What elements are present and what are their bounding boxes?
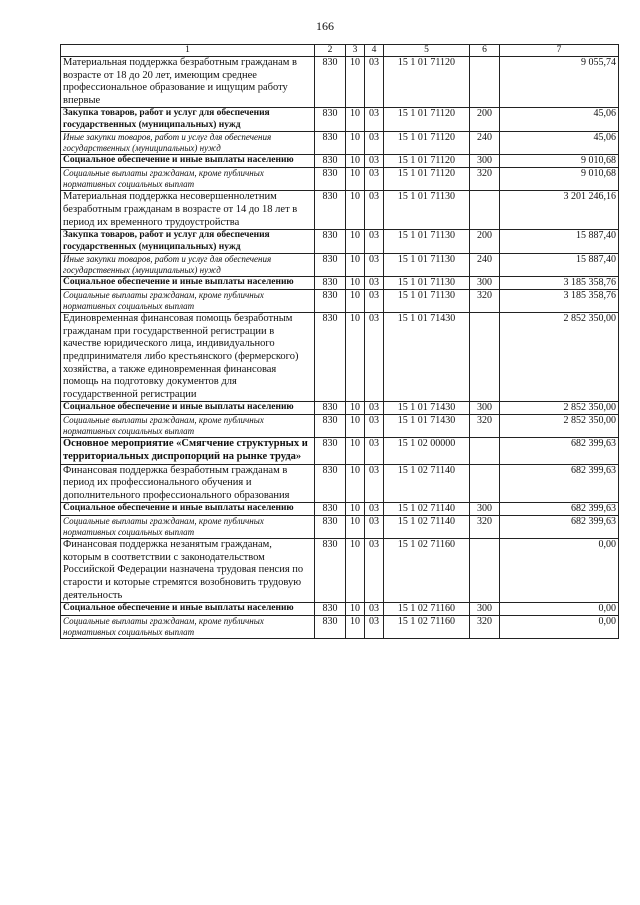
row-amount-cell: 682 399,63 — [500, 503, 619, 516]
row-subsection-cell: 03 — [365, 155, 384, 168]
row-code-830-cell: 830 — [315, 402, 346, 415]
row-code-830-cell: 830 — [315, 616, 346, 639]
row-section-cell: 10 — [346, 464, 365, 503]
row-expense-type-cell — [470, 539, 500, 603]
row-expense-type-cell: 200 — [470, 230, 500, 254]
row-amount-cell: 9 055,74 — [500, 57, 619, 108]
row-name-cell: Социальное обеспечение и иные выплаты населению — [61, 277, 315, 290]
row-target-article-cell: 15 1 02 71140 — [384, 516, 470, 539]
row-subsection-cell: 03 — [365, 616, 384, 639]
row-target-article-cell: 15 1 01 71120 — [384, 168, 470, 191]
row-code-830-cell: 830 — [315, 254, 346, 277]
row-name-cell: Материальная поддержка несовершеннолетним безработным гражданам в возрасте от 14 до 18 лет в период их временного трудоустройства — [61, 191, 315, 230]
row-code-830-cell: 830 — [315, 313, 346, 402]
row-subsection-cell: 03 — [365, 539, 384, 603]
row-name-cell: Финансовая поддержка безработным гражданам в период их профессионального обучения и дополнительного профессионального образования — [61, 464, 315, 503]
row-expense-type-cell: 240 — [470, 132, 500, 155]
row-code-830-cell: 830 — [315, 168, 346, 191]
row-amount-cell: 2 852 350,00 — [500, 402, 619, 415]
row-target-article-cell: 15 1 01 71130 — [384, 191, 470, 230]
row-subsection-cell: 03 — [365, 516, 384, 539]
row-section-cell: 10 — [346, 603, 365, 616]
row-name-cell: Финансовая поддержка незанятым гражданам, которым в соответствии с законодательством Российской Федерации назначена трудовая пенсия по старости и которые стремятся возобновить трудовую деятельность — [61, 539, 315, 603]
row-target-article-cell: 15 1 01 71130 — [384, 230, 470, 254]
row-section-cell: 10 — [346, 539, 365, 603]
row-name-cell: Закупка товаров, работ и услуг для обеспечения государственных (муниципальных) нужд — [61, 230, 315, 254]
row-section-cell: 10 — [346, 230, 365, 254]
row-amount-cell: 3 185 358,76 — [500, 277, 619, 290]
table-row — [61, 313, 619, 402]
row-expense-type-cell: 300 — [470, 277, 500, 290]
row-expense-type-cell: 300 — [470, 402, 500, 415]
row-code-830-cell: 830 — [315, 132, 346, 155]
row-expense-type-cell: 320 — [470, 168, 500, 191]
table-row — [61, 503, 619, 516]
row-subsection-cell: 03 — [365, 277, 384, 290]
row-name-cell: Социальное обеспечение и иные выплаты населению — [61, 155, 315, 168]
header-cell-3: 3 — [346, 45, 365, 57]
row-amount-cell: 682 399,63 — [500, 438, 619, 464]
table-row — [61, 516, 619, 539]
row-target-article-cell: 15 1 01 71120 — [384, 132, 470, 155]
row-subsection-cell: 03 — [365, 438, 384, 464]
header-cell-5: 5 — [384, 45, 470, 57]
row-name-cell: Иные закупки товаров, работ и услуг для обеспечения государственных (муниципальных) нужд — [61, 254, 315, 277]
row-code-830-cell: 830 — [315, 603, 346, 616]
row-name-cell: Социальные выплаты гражданам, кроме публичных нормативных социальных выплат — [61, 168, 315, 191]
column-number-header — [61, 45, 619, 57]
row-section-cell: 10 — [346, 503, 365, 516]
table-row — [61, 290, 619, 313]
row-name-cell: Социальные выплаты гражданам, кроме публичных нормативных социальных выплат — [61, 616, 315, 639]
row-section-cell: 10 — [346, 108, 365, 132]
table-row — [61, 277, 619, 290]
row-amount-cell: 682 399,63 — [500, 464, 619, 503]
row-code-830-cell: 830 — [315, 57, 346, 108]
row-amount-cell: 15 887,40 — [500, 254, 619, 277]
row-name-cell: Социальное обеспечение и иные выплаты населению — [61, 603, 315, 616]
page-number: 166 — [316, 19, 334, 33]
row-section-cell: 10 — [346, 155, 365, 168]
table-row — [61, 230, 619, 254]
row-target-article-cell: 15 1 01 71120 — [384, 108, 470, 132]
row-target-article-cell: 15 1 01 71120 — [384, 155, 470, 168]
row-expense-type-cell: 320 — [470, 616, 500, 639]
table-row — [61, 108, 619, 132]
table-row — [61, 168, 619, 191]
row-section-cell: 10 — [346, 254, 365, 277]
table-row — [61, 155, 619, 168]
row-section-cell: 10 — [346, 616, 365, 639]
row-expense-type-cell: 300 — [470, 155, 500, 168]
row-target-article-cell: 15 1 01 71130 — [384, 290, 470, 313]
row-target-article-cell: 15 1 01 71130 — [384, 277, 470, 290]
row-name-cell: Социальные выплаты гражданам, кроме публичных нормативных социальных выплат — [61, 415, 315, 438]
row-subsection-cell: 03 — [365, 254, 384, 277]
row-subsection-cell: 03 — [365, 464, 384, 503]
row-section-cell: 10 — [346, 290, 365, 313]
row-expense-type-cell — [470, 464, 500, 503]
row-code-830-cell: 830 — [315, 290, 346, 313]
row-section-cell: 10 — [346, 168, 365, 191]
table-row — [61, 132, 619, 155]
row-subsection-cell: 03 — [365, 603, 384, 616]
row-target-article-cell: 15 1 02 71160 — [384, 616, 470, 639]
row-code-830-cell: 830 — [315, 415, 346, 438]
row-code-830-cell: 830 — [315, 464, 346, 503]
row-subsection-cell: 03 — [365, 290, 384, 313]
table-row — [61, 415, 619, 438]
row-code-830-cell: 830 — [315, 108, 346, 132]
row-code-830-cell: 830 — [315, 503, 346, 516]
row-expense-type-cell — [470, 57, 500, 108]
row-expense-type-cell — [470, 313, 500, 402]
row-expense-type-cell: 320 — [470, 516, 500, 539]
table-row — [61, 191, 619, 230]
row-section-cell: 10 — [346, 415, 365, 438]
row-amount-cell: 45,06 — [500, 132, 619, 155]
row-code-830-cell: 830 — [315, 438, 346, 464]
row-subsection-cell: 03 — [365, 415, 384, 438]
row-expense-type-cell — [470, 191, 500, 230]
row-section-cell: 10 — [346, 438, 365, 464]
row-section-cell: 10 — [346, 57, 365, 108]
row-amount-cell: 0,00 — [500, 539, 619, 603]
row-target-article-cell: 15 1 01 71120 — [384, 57, 470, 108]
row-name-cell: Закупка товаров, работ и услуг для обеспечения государственных (муниципальных) нужд — [61, 108, 315, 132]
row-amount-cell: 15 887,40 — [500, 230, 619, 254]
row-code-830-cell: 830 — [315, 539, 346, 603]
row-name-cell: Материальная поддержка безработным гражданам в возрасте от 18 до 20 лет, имеющим среднее профессиональное образование и ищущим работу впервые — [61, 57, 315, 108]
row-target-article-cell: 15 1 02 71140 — [384, 464, 470, 503]
row-amount-cell: 0,00 — [500, 603, 619, 616]
row-amount-cell: 2 852 350,00 — [500, 313, 619, 402]
row-section-cell: 10 — [346, 313, 365, 402]
header-cell-4: 4 — [365, 45, 384, 57]
row-section-cell: 10 — [346, 132, 365, 155]
row-amount-cell: 9 010,68 — [500, 168, 619, 191]
row-name-cell: Социальные выплаты гражданам, кроме публичных нормативных социальных выплат — [61, 290, 315, 313]
row-target-article-cell: 15 1 01 71430 — [384, 415, 470, 438]
row-subsection-cell: 03 — [365, 132, 384, 155]
row-expense-type-cell: 320 — [470, 415, 500, 438]
table-row — [61, 438, 619, 464]
header-cell-1: 1 — [61, 45, 315, 57]
row-subsection-cell: 03 — [365, 57, 384, 108]
row-name-cell: Социальные выплаты гражданам, кроме публичных нормативных социальных выплат — [61, 516, 315, 539]
table-row — [61, 464, 619, 503]
row-subsection-cell: 03 — [365, 108, 384, 132]
row-subsection-cell: 03 — [365, 191, 384, 230]
row-subsection-cell: 03 — [365, 168, 384, 191]
row-code-830-cell: 830 — [315, 516, 346, 539]
row-amount-cell: 3 185 358,76 — [500, 290, 619, 313]
table-row — [61, 603, 619, 616]
row-subsection-cell: 03 — [365, 402, 384, 415]
row-target-article-cell: 15 1 01 71430 — [384, 402, 470, 415]
row-name-cell: Социальное обеспечение и иные выплаты населению — [61, 503, 315, 516]
row-section-cell: 10 — [346, 516, 365, 539]
row-target-article-cell: 15 1 01 71130 — [384, 254, 470, 277]
table-body — [61, 57, 619, 639]
table-row — [61, 57, 619, 108]
header-cell-6: 6 — [470, 45, 500, 57]
row-section-cell: 10 — [346, 277, 365, 290]
row-amount-cell: 3 201 246,16 — [500, 191, 619, 230]
row-expense-type-cell: 300 — [470, 503, 500, 516]
row-section-cell: 10 — [346, 402, 365, 415]
table-row — [61, 616, 619, 639]
row-subsection-cell: 03 — [365, 313, 384, 402]
row-target-article-cell: 15 1 02 71160 — [384, 539, 470, 603]
table-row — [61, 254, 619, 277]
header-cell-7: 7 — [500, 45, 619, 57]
row-expense-type-cell — [470, 438, 500, 464]
row-name-cell: Единовременная финансовая помощь безработным гражданам при государственной регистрации в качестве юридического лица, индивидуального предпринимателя либо крестьянского (фермерского) хозяйства, а также единовременная финансовая помощь на подготовку документов для государственной регистрации — [61, 313, 315, 402]
table-row — [61, 539, 619, 603]
row-target-article-cell: 15 1 02 00000 — [384, 438, 470, 464]
row-amount-cell: 2 852 350,00 — [500, 415, 619, 438]
row-target-article-cell: 15 1 02 71140 — [384, 503, 470, 516]
row-section-cell: 10 — [346, 191, 365, 230]
row-name-cell: Социальное обеспечение и иные выплаты населению — [61, 402, 315, 415]
row-code-830-cell: 830 — [315, 155, 346, 168]
row-name-cell: Иные закупки товаров, работ и услуг для обеспечения государственных (муниципальных) нужд — [61, 132, 315, 155]
budget-table — [60, 44, 619, 639]
row-expense-type-cell: 200 — [470, 108, 500, 132]
row-amount-cell: 682 399,63 — [500, 516, 619, 539]
row-subsection-cell: 03 — [365, 503, 384, 516]
row-name-cell: Основное мероприятие «Смягчение структурных и территориальных диспропорций на рынке труда» — [61, 438, 315, 464]
row-amount-cell: 45,06 — [500, 108, 619, 132]
row-target-article-cell: 15 1 01 71430 — [384, 313, 470, 402]
row-code-830-cell: 830 — [315, 191, 346, 230]
header-cell-2: 2 — [315, 45, 346, 57]
row-subsection-cell: 03 — [365, 230, 384, 254]
row-expense-type-cell: 240 — [470, 254, 500, 277]
row-code-830-cell: 830 — [315, 230, 346, 254]
row-expense-type-cell: 300 — [470, 603, 500, 616]
row-code-830-cell: 830 — [315, 277, 346, 290]
row-target-article-cell: 15 1 02 71160 — [384, 603, 470, 616]
row-amount-cell: 9 010,68 — [500, 155, 619, 168]
table-row — [61, 402, 619, 415]
row-expense-type-cell: 320 — [470, 290, 500, 313]
row-amount-cell: 0,00 — [500, 616, 619, 639]
